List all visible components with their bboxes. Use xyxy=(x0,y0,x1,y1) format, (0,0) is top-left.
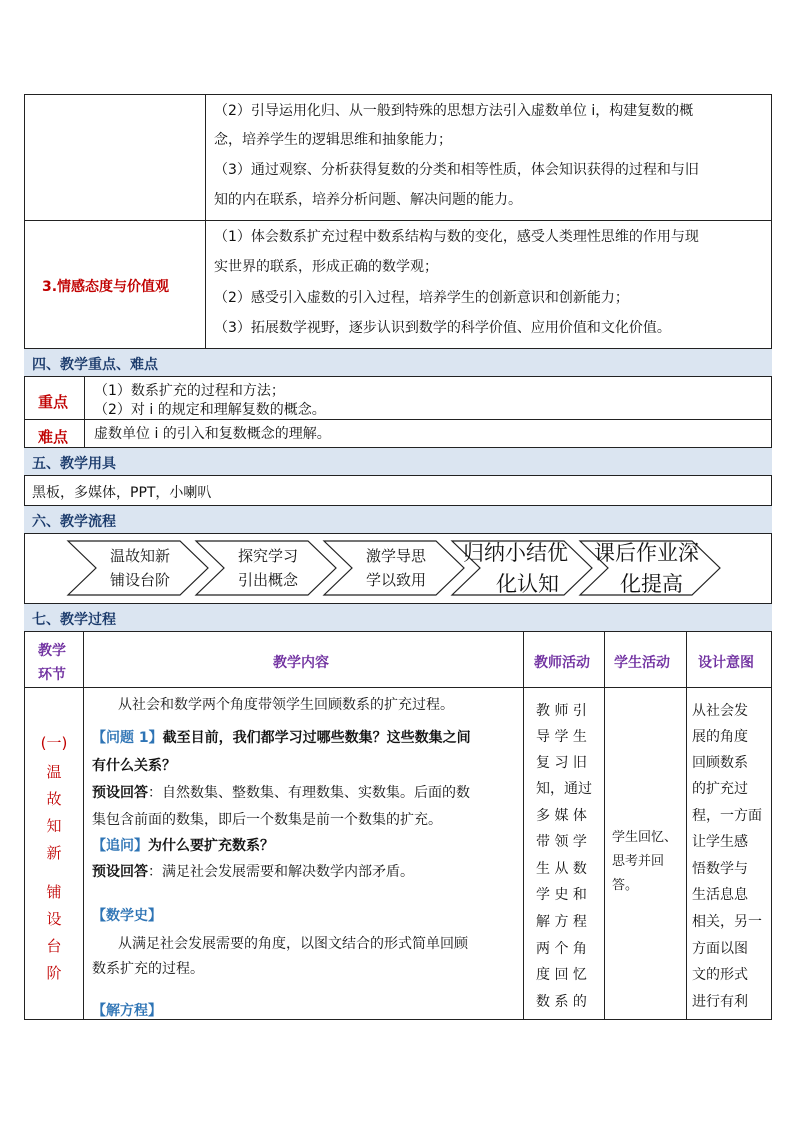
section-process-header xyxy=(24,604,772,631)
attitude-label: 3.情感态度与价值观 xyxy=(42,279,170,295)
section-tools-title: 五、教学用具 xyxy=(32,456,116,472)
section-key-points-title: 四、教学重点、难点 xyxy=(32,357,158,373)
focus-label: 重点 xyxy=(38,393,69,411)
teacher-line: 导 学 生 xyxy=(536,729,587,745)
content-intro: 从社会和数学两个角度带领学生回顾数系的扩充过程。 xyxy=(118,697,454,713)
difficulty-label: 难点 xyxy=(38,428,69,446)
stage-char: 新 xyxy=(46,844,62,862)
teacher-line: 带 领 学 xyxy=(536,834,587,850)
question-1-text-cont: 有什么关系？ xyxy=(92,758,176,774)
focus-item-2: （2）对 i 的规定和理解复数的概念。 xyxy=(94,402,326,418)
stage-char: 阶 xyxy=(46,964,62,982)
design-line: 回顾数系 xyxy=(692,755,748,771)
design-line: 文的形式 xyxy=(692,967,748,983)
attitude-line-1: （1）体会数系扩充过程中数系结构与数的变化，感受人类理性思维的作用与现 xyxy=(214,229,699,245)
header-stage-line1: 教学 xyxy=(38,643,66,659)
design-line: 方面以图 xyxy=(692,941,748,957)
divider xyxy=(24,631,772,632)
stage-char: 铺 xyxy=(46,883,62,901)
section-key-points-header xyxy=(24,349,772,376)
answer-2 xyxy=(92,861,414,881)
answer-2-text: ：满足社会发展需要和解决数学内部矛盾。 xyxy=(148,864,414,880)
tools-text: 黑板，多媒体，PPT，小喇叭 xyxy=(32,485,212,501)
stage-char: 温 xyxy=(46,763,62,781)
student-line: 思考并回 xyxy=(612,854,665,869)
design-line: 相关，另一 xyxy=(692,914,762,930)
stage-char: 台 xyxy=(46,937,62,955)
teacher-line: 数 系 的 xyxy=(536,994,587,1010)
objectives-col-divider xyxy=(205,94,206,348)
flow-step-5-line1: 课后作业深 xyxy=(594,541,699,565)
teacher-line: 生 从 数 xyxy=(536,861,587,877)
divider xyxy=(24,419,772,420)
student-line: 答。 xyxy=(612,878,639,893)
question-1 xyxy=(92,727,471,747)
student-line: 学生回忆、 xyxy=(612,830,678,845)
design-line: 让学生感 xyxy=(692,834,748,850)
design-line: 程，一方面 xyxy=(692,808,762,824)
answer-1-label: 预设回答 xyxy=(92,785,148,801)
history-line-1: 从满足社会发展需要的角度，以图文结合的形式简单回顾 xyxy=(118,936,468,952)
header-stage-line2: 环节 xyxy=(38,667,66,683)
teacher-line: 学 史 和 xyxy=(536,887,587,903)
keypoints-col-divider xyxy=(84,376,85,447)
flow-step-5-line2: 化提高 xyxy=(620,572,683,596)
equation-tag: 【解方程】 xyxy=(92,1003,162,1019)
attitude-line-2: 实世界的联系，形成正确的数学观； xyxy=(214,259,438,275)
flow-step-3-line2: 学以致用 xyxy=(366,571,427,589)
design-line: 从社会发 xyxy=(692,703,748,719)
question-1-text: 截至目前，我们都学习过哪些数集？这些数集之间 xyxy=(162,730,471,746)
attitude-line-4: （3）拓展数学视野，逐步认识到数学的科学价值、应用价值和文化价值。 xyxy=(214,320,671,336)
question-1-tag: 【问题 1】 xyxy=(92,730,163,746)
answer-2-label: 预设回答 xyxy=(92,864,148,880)
header-design: 设计意图 xyxy=(698,655,754,671)
process-col-divider-3 xyxy=(604,631,605,1020)
teacher-line: 两 个 角 xyxy=(536,941,587,957)
header-student: 学生活动 xyxy=(614,655,670,671)
flow-step-2-line2: 引出概念 xyxy=(238,571,299,589)
ability-line-3: （3）通过观察、分析获得复数的分类和相等性质，体会知识获得的过程和与旧 xyxy=(214,162,699,178)
process-col-divider-1 xyxy=(83,631,84,1020)
stage-char: 设 xyxy=(46,910,62,928)
ability-line-4: 知的内在联系，培养分析问题、解决问题的能力。 xyxy=(214,192,522,208)
history-tag: 【数学史】 xyxy=(92,908,162,924)
followup xyxy=(92,835,274,855)
flow-step-4-line1: 归纳小结优 xyxy=(463,541,568,565)
stage-number: (一) xyxy=(40,734,68,752)
ability-line-1: （2）引导运用化归、从一般到特殊的思想方法引入虚数单位 i，构建复数的概 xyxy=(214,103,694,119)
teacher-line: 知，通过 xyxy=(536,781,592,797)
process-header-divider xyxy=(24,687,772,688)
divider xyxy=(24,475,772,476)
design-line: 生活息息 xyxy=(692,887,748,903)
flow-step-2-line1: 探究学习 xyxy=(238,547,299,565)
process-col-divider-4 xyxy=(686,631,687,1020)
history-line-2: 数系扩充的过程。 xyxy=(92,961,204,977)
header-teacher: 教师活动 xyxy=(534,655,590,671)
teacher-line: 度 回 忆 xyxy=(536,967,587,983)
flow-step-4-line2: 化认知 xyxy=(496,572,559,596)
teacher-line: 多 媒 体 xyxy=(536,808,587,824)
teacher-line: 复 习 旧 xyxy=(536,755,587,771)
table-border-top xyxy=(24,94,772,95)
divider xyxy=(24,376,772,377)
difficulty-text: 虚数单位 i 的引入和复数概念的理解。 xyxy=(94,426,331,442)
answer-1-text: ：自然数集、整数集、有理数集、实数集。后面的数 xyxy=(148,785,470,801)
process-col-divider-2 xyxy=(523,631,524,1020)
section-tools-header xyxy=(24,448,772,475)
design-line: 展的角度 xyxy=(692,729,748,745)
section-flow-title: 六、教学流程 xyxy=(32,514,116,530)
design-line: 的扩充过 xyxy=(692,781,748,797)
focus-item-1: （1）数系扩充的过程和方法； xyxy=(94,383,285,399)
section-process-title: 七、教学过程 xyxy=(32,612,116,628)
stage-char: 知 xyxy=(46,817,62,835)
header-content: 教学内容 xyxy=(273,655,329,671)
teacher-line: 教 师 引 xyxy=(536,703,587,719)
ability-line-2: 念，培养学生的逻辑思维和抽象能力； xyxy=(214,132,452,148)
teacher-line: 解 方 程 xyxy=(536,914,587,930)
teaching-flow-diagram xyxy=(0,533,794,602)
section-flow-header xyxy=(24,506,772,533)
flow-step-1-line1: 温故知新 xyxy=(110,547,171,565)
flow-step-3-line1: 激学导思 xyxy=(366,547,427,565)
answer-1-cont: 集包含前面的数集，即后一个数集是前一个数集的扩充。 xyxy=(92,812,442,828)
design-line: 进行有利 xyxy=(692,994,748,1010)
attitude-line-3: （2）感受引入虚数的引入过程，培养学生的创新意识和创新能力； xyxy=(214,290,629,306)
objectives-row-divider xyxy=(24,220,772,221)
flow-step-1-line2: 铺设台阶 xyxy=(110,571,171,589)
stage-char: 故 xyxy=(46,790,62,808)
followup-text: 为什么要扩充数系？ xyxy=(148,838,274,854)
answer-1 xyxy=(92,782,470,802)
followup-tag: 【追问】 xyxy=(92,838,148,854)
design-line: 悟数学与 xyxy=(692,861,748,877)
